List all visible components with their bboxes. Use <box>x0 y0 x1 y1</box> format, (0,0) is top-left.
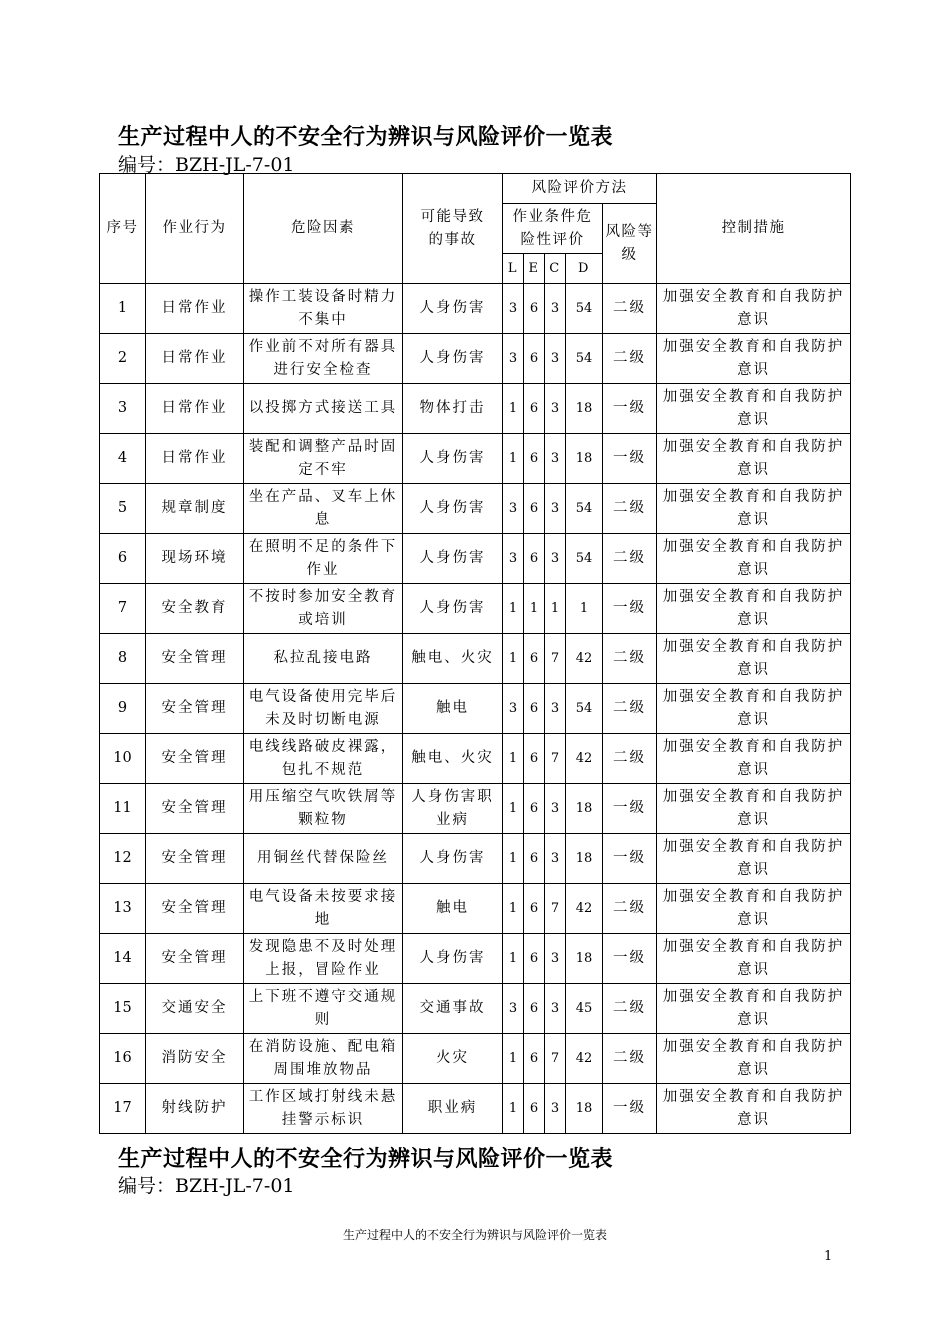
cell-hazard: 以投掷方式接送工具 <box>244 384 403 434</box>
cell-E: 6 <box>524 684 545 734</box>
cell-hazard: 装配和调整产品时固定不牢 <box>244 434 403 484</box>
cell-seq: 3 <box>100 384 146 434</box>
cell-behavior: 日常作业 <box>146 334 244 384</box>
cell-hazard: 用压缩空气吹铁屑等颗粒物 <box>244 784 403 834</box>
cell-C: 3 <box>545 784 566 834</box>
cell-behavior: 安全管理 <box>146 634 244 684</box>
cell-level: 二级 <box>603 284 657 334</box>
table-row <box>100 434 851 484</box>
header-seq: 序号 <box>100 174 146 284</box>
cell-seq: 13 <box>100 884 146 934</box>
cell-seq: 15 <box>100 984 146 1034</box>
cell-seq: 1 <box>100 284 146 334</box>
cell-seq: 2 <box>100 334 146 384</box>
cell-D: 54 <box>566 334 603 384</box>
cell-D: 42 <box>566 634 603 684</box>
cell-behavior: 射线防护 <box>146 1084 244 1134</box>
cell-accident: 火灾 <box>403 1034 503 1084</box>
document-title-repeat: 生产过程中人的不安全行为辨识与风险评价一览表 <box>118 1147 614 1172</box>
header-accident: 可能导致的事故 <box>403 174 503 284</box>
cell-L: 3 <box>503 484 524 534</box>
cell-behavior: 现场环境 <box>146 534 244 584</box>
cell-level: 二级 <box>603 684 657 734</box>
cell-D: 1 <box>566 584 603 634</box>
cell-control: 加强安全教育和自我防护意识 <box>657 534 851 584</box>
cell-C: 3 <box>545 684 566 734</box>
cell-D: 18 <box>566 834 603 884</box>
cell-D: 54 <box>566 284 603 334</box>
cell-behavior: 安全教育 <box>146 584 244 634</box>
cell-accident: 人身伤害 <box>403 484 503 534</box>
cell-behavior: 安全管理 <box>146 734 244 784</box>
cell-E: 6 <box>524 534 545 584</box>
cell-accident: 人身伤害 <box>403 334 503 384</box>
cell-level: 二级 <box>603 484 657 534</box>
cell-accident: 人身伤害 <box>403 934 503 984</box>
cell-control: 加强安全教育和自我防护意识 <box>657 1084 851 1134</box>
table-row <box>100 684 851 734</box>
cell-D: 42 <box>566 1034 603 1084</box>
cell-behavior: 安全管理 <box>146 934 244 984</box>
cell-C: 3 <box>545 1084 566 1134</box>
cell-accident: 人身伤害 <box>403 534 503 584</box>
cell-control: 加强安全教育和自我防护意识 <box>657 384 851 434</box>
cell-level: 二级 <box>603 734 657 784</box>
cell-behavior: 安全管理 <box>146 834 244 884</box>
cell-level: 二级 <box>603 1034 657 1084</box>
table-row <box>100 534 851 584</box>
cell-hazard: 操作工装设备时精力不集中 <box>244 284 403 334</box>
cell-level: 一级 <box>603 834 657 884</box>
cell-C: 7 <box>545 634 566 684</box>
cell-C: 3 <box>545 334 566 384</box>
cell-seq: 5 <box>100 484 146 534</box>
cell-accident: 触电 <box>403 884 503 934</box>
cell-hazard: 发现隐患不及时处理上报，冒险作业 <box>244 934 403 984</box>
document-number-repeat: 编号：BZH-JL-7-01 <box>118 1175 295 1197</box>
cell-seq: 6 <box>100 534 146 584</box>
cell-seq: 16 <box>100 1034 146 1084</box>
cell-E: 6 <box>524 484 545 534</box>
cell-L: 3 <box>503 684 524 734</box>
cell-seq: 9 <box>100 684 146 734</box>
page-footer: 生产过程中人的不安全行为辨识与风险评价一览表 <box>342 1228 607 1242</box>
header-C: C <box>545 254 566 284</box>
cell-D: 42 <box>566 884 603 934</box>
cell-level: 二级 <box>603 634 657 684</box>
cell-level: 一级 <box>603 784 657 834</box>
cell-behavior: 安全管理 <box>146 684 244 734</box>
cell-E: 6 <box>524 734 545 784</box>
header-L: L <box>503 254 524 284</box>
cell-control: 加强安全教育和自我防护意识 <box>657 334 851 384</box>
cell-hazard: 电气设备使用完毕后未及时切断电源 <box>244 684 403 734</box>
page-number: 1 <box>824 1249 833 1264</box>
cell-accident: 人身伤害职业病 <box>403 784 503 834</box>
cell-L: 1 <box>503 1084 524 1134</box>
cell-C: 3 <box>545 834 566 884</box>
cell-C: 7 <box>545 884 566 934</box>
cell-L: 1 <box>503 1034 524 1084</box>
cell-accident: 职业病 <box>403 1084 503 1134</box>
cell-L: 1 <box>503 734 524 784</box>
cell-E: 6 <box>524 1034 545 1084</box>
cell-seq: 10 <box>100 734 146 784</box>
cell-E: 6 <box>524 834 545 884</box>
cell-D: 18 <box>566 784 603 834</box>
table-row <box>100 484 851 534</box>
table-row <box>100 784 851 834</box>
cell-E: 6 <box>524 384 545 434</box>
table-row <box>100 334 851 384</box>
document-title: 生产过程中人的不安全行为辨识与风险评价一览表 <box>118 125 614 150</box>
cell-accident: 触电 <box>403 684 503 734</box>
cell-hazard: 用铜丝代替保险丝 <box>244 834 403 884</box>
header-behavior: 作业行为 <box>146 174 244 284</box>
cell-hazard: 作业前不对所有器具进行安全检查 <box>244 334 403 384</box>
cell-control: 加强安全教育和自我防护意识 <box>657 734 851 784</box>
cell-seq: 17 <box>100 1084 146 1134</box>
cell-hazard: 电气设备未按要求接地 <box>244 884 403 934</box>
cell-control: 加强安全教育和自我防护意识 <box>657 284 851 334</box>
cell-level: 二级 <box>603 984 657 1034</box>
cell-D: 18 <box>566 1084 603 1134</box>
cell-control: 加强安全教育和自我防护意识 <box>657 1034 851 1084</box>
cell-E: 1 <box>524 584 545 634</box>
cell-D: 54 <box>566 484 603 534</box>
cell-seq: 11 <box>100 784 146 834</box>
table-row <box>100 834 851 884</box>
cell-seq: 8 <box>100 634 146 684</box>
cell-level: 二级 <box>603 334 657 384</box>
cell-E: 6 <box>524 984 545 1034</box>
cell-L: 1 <box>503 634 524 684</box>
cell-control: 加强安全教育和自我防护意识 <box>657 584 851 634</box>
cell-control: 加强安全教育和自我防护意识 <box>657 884 851 934</box>
cell-D: 18 <box>566 434 603 484</box>
header-method: 风险评价方法 <box>503 174 657 204</box>
cell-hazard: 私拉乱接电路 <box>244 634 403 684</box>
table-row <box>100 634 851 684</box>
table-row <box>100 984 851 1034</box>
cell-C: 7 <box>545 1034 566 1084</box>
cell-behavior: 消防安全 <box>146 1034 244 1084</box>
header-control: 控制措施 <box>657 174 851 284</box>
cell-seq: 12 <box>100 834 146 884</box>
cell-D: 54 <box>566 684 603 734</box>
cell-behavior: 日常作业 <box>146 384 244 434</box>
cell-accident: 交通事故 <box>403 984 503 1034</box>
table-row <box>100 284 851 334</box>
cell-L: 1 <box>503 934 524 984</box>
cell-D: 45 <box>566 984 603 1034</box>
cell-E: 6 <box>524 784 545 834</box>
cell-E: 6 <box>524 634 545 684</box>
cell-E: 6 <box>524 884 545 934</box>
cell-level: 二级 <box>603 534 657 584</box>
cell-L: 3 <box>503 284 524 334</box>
cell-D: 42 <box>566 734 603 784</box>
cell-accident: 人身伤害 <box>403 434 503 484</box>
cell-behavior: 日常作业 <box>146 434 244 484</box>
cell-C: 7 <box>545 734 566 784</box>
cell-E: 6 <box>524 434 545 484</box>
cell-hazard: 电线线路破皮裸露，包扎不规范 <box>244 734 403 784</box>
table-row <box>100 884 851 934</box>
cell-E: 6 <box>524 284 545 334</box>
table-row <box>100 384 851 434</box>
cell-accident: 人身伤害 <box>403 584 503 634</box>
cell-level: 一级 <box>603 584 657 634</box>
cell-hazard: 上下班不遵守交通规则 <box>244 984 403 1034</box>
cell-control: 加强安全教育和自我防护意识 <box>657 784 851 834</box>
cell-seq: 7 <box>100 584 146 634</box>
cell-seq: 14 <box>100 934 146 984</box>
cell-accident: 触电、火灾 <box>403 634 503 684</box>
cell-L: 1 <box>503 384 524 434</box>
cell-control: 加强安全教育和自我防护意识 <box>657 484 851 534</box>
cell-control: 加强安全教育和自我防护意识 <box>657 984 851 1034</box>
cell-level: 一级 <box>603 434 657 484</box>
cell-control: 加强安全教育和自我防护意识 <box>657 434 851 484</box>
cell-E: 6 <box>524 1084 545 1134</box>
header-E: E <box>524 254 545 284</box>
cell-C: 1 <box>545 584 566 634</box>
cell-level: 二级 <box>603 884 657 934</box>
cell-L: 3 <box>503 984 524 1034</box>
cell-hazard: 工作区域打射线未悬挂警示标识 <box>244 1084 403 1134</box>
risk-assessment-table <box>99 173 851 1134</box>
cell-C: 3 <box>545 534 566 584</box>
cell-E: 6 <box>524 334 545 384</box>
document-number: 编号：BZH-JL-7-01 <box>118 154 295 176</box>
cell-control: 加强安全教育和自我防护意识 <box>657 834 851 884</box>
cell-seq: 4 <box>100 434 146 484</box>
cell-hazard: 不按时参加安全教育或培训 <box>244 584 403 634</box>
cell-D: 18 <box>566 384 603 434</box>
cell-C: 3 <box>545 484 566 534</box>
cell-D: 18 <box>566 934 603 984</box>
cell-accident: 物体打击 <box>403 384 503 434</box>
cell-behavior: 交通安全 <box>146 984 244 1034</box>
cell-behavior: 日常作业 <box>146 284 244 334</box>
cell-control: 加强安全教育和自我防护意识 <box>657 634 851 684</box>
cell-L: 1 <box>503 584 524 634</box>
cell-C: 3 <box>545 984 566 1034</box>
cell-L: 1 <box>503 884 524 934</box>
cell-hazard: 坐在产品、叉车上休息 <box>244 484 403 534</box>
cell-hazard: 在消防设施、配电箱周围堆放物品 <box>244 1034 403 1084</box>
table-row <box>100 1084 851 1134</box>
cell-hazard: 在照明不足的条件下作业 <box>244 534 403 584</box>
table-row <box>100 934 851 984</box>
cell-C: 3 <box>545 934 566 984</box>
cell-level: 一级 <box>603 934 657 984</box>
cell-E: 6 <box>524 934 545 984</box>
cell-accident: 人身伤害 <box>403 284 503 334</box>
cell-accident: 触电、火灾 <box>403 734 503 784</box>
cell-L: 3 <box>503 334 524 384</box>
cell-control: 加强安全教育和自我防护意识 <box>657 684 851 734</box>
header-level: 风险等级 <box>603 204 657 284</box>
cell-D: 54 <box>566 534 603 584</box>
cell-L: 1 <box>503 784 524 834</box>
table-row <box>100 584 851 634</box>
cell-level: 一级 <box>603 1084 657 1134</box>
cell-behavior: 规章制度 <box>146 484 244 534</box>
header-D: D <box>566 254 603 284</box>
cell-behavior: 安全管理 <box>146 784 244 834</box>
cell-level: 一级 <box>603 384 657 434</box>
table-row <box>100 734 851 784</box>
cell-L: 3 <box>503 534 524 584</box>
header-condition: 作业条件危险性评价 <box>503 204 603 254</box>
header-hazard: 危险因素 <box>244 174 403 284</box>
cell-C: 3 <box>545 384 566 434</box>
cell-C: 3 <box>545 434 566 484</box>
cell-C: 3 <box>545 284 566 334</box>
cell-behavior: 安全管理 <box>146 884 244 934</box>
cell-L: 1 <box>503 834 524 884</box>
table-row <box>100 1034 851 1084</box>
cell-control: 加强安全教育和自我防护意识 <box>657 934 851 984</box>
cell-accident: 人身伤害 <box>403 834 503 884</box>
cell-L: 1 <box>503 434 524 484</box>
